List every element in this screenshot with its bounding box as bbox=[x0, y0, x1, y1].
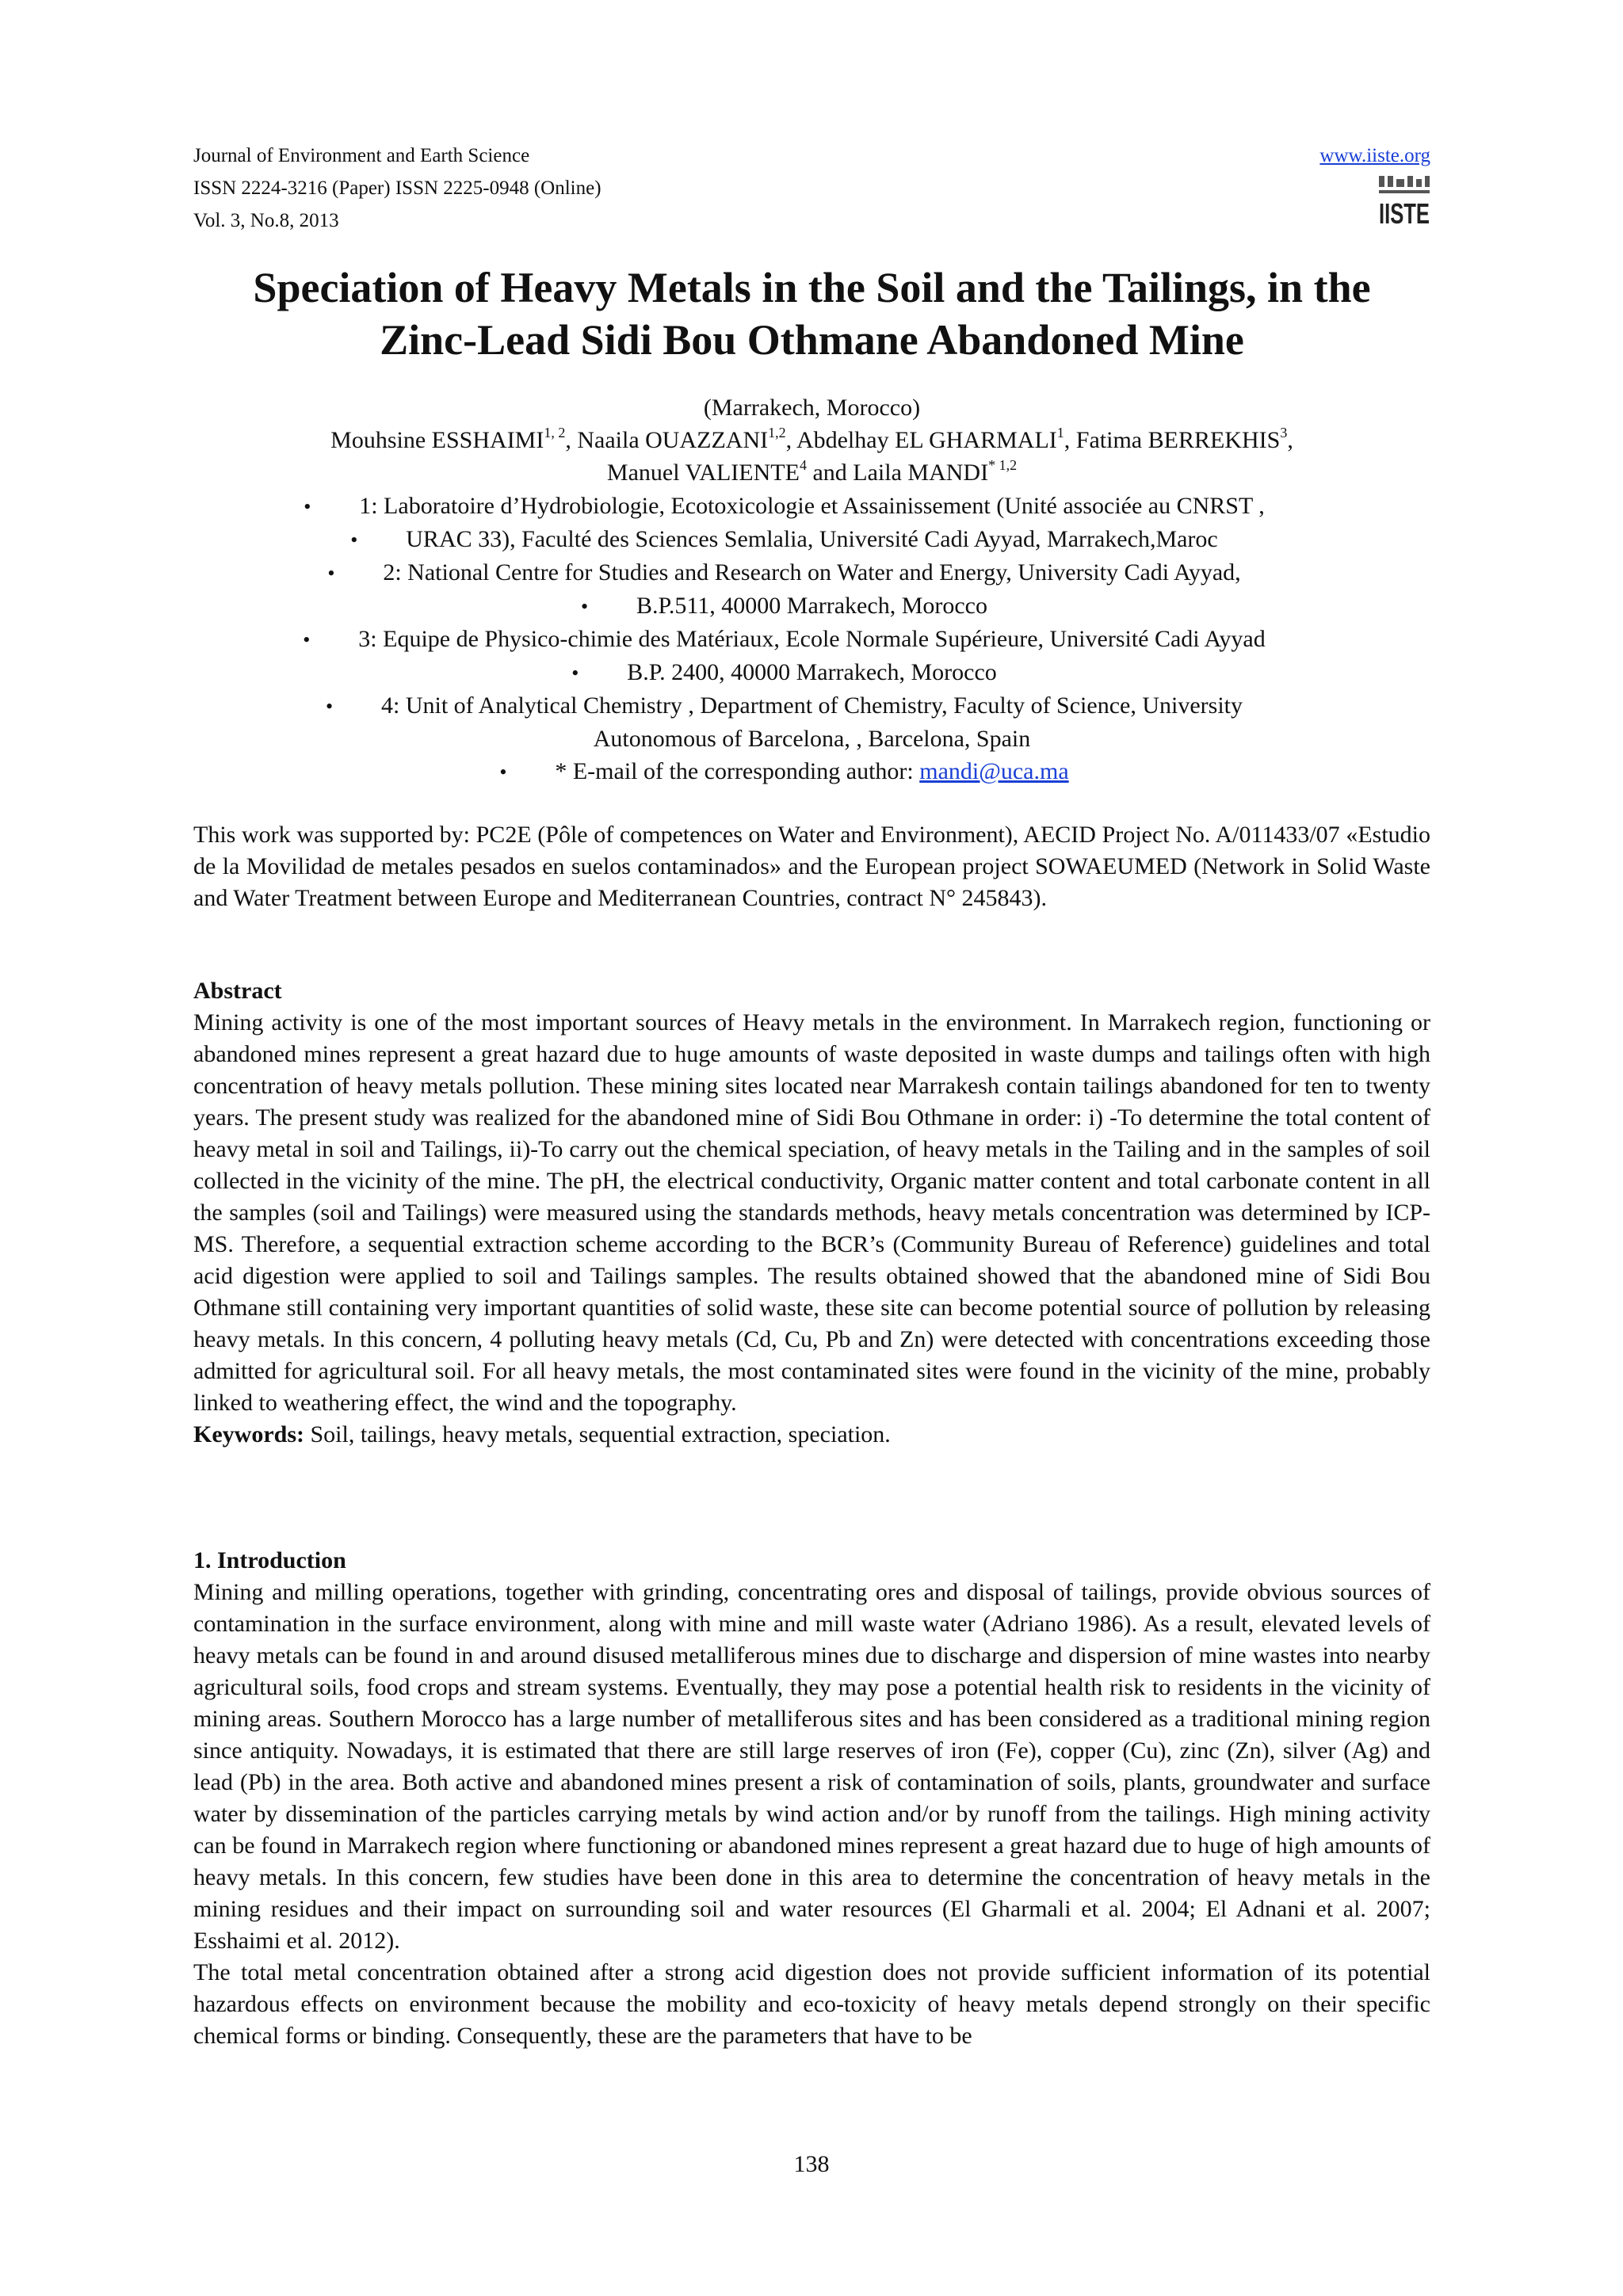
title-line-1: Speciation of Heavy Metals in the Soil and the Tailings, in the bbox=[253, 264, 1371, 311]
affiliation-email bbox=[193, 755, 1430, 788]
location: (Marrakech, Morocco) bbox=[703, 395, 921, 421]
author-affil: 3 bbox=[1280, 425, 1288, 441]
author-name: Mouhsine ESSHAIMI bbox=[330, 427, 544, 453]
author-name: Manuel VALIENTE bbox=[606, 460, 800, 486]
author-affil: 1 bbox=[1056, 425, 1064, 441]
author-affil: * 1,2 bbox=[988, 457, 1018, 473]
affiliation-item: • 1: Laboratoire d’Hydrobiologie, Ecotoxicologie et Assainissement (Unité associée au CNRST , bbox=[193, 490, 1430, 523]
affiliation-item: • URAC 33), Faculté des Sciences Semlalia, Université Cadi Ayyad, Marrakech,Maroc bbox=[193, 523, 1430, 556]
website-link[interactable]: www.iiste.org bbox=[1319, 145, 1430, 166]
title-line-2: Zinc-Lead Sidi Bou Othmane Abandoned Mine bbox=[380, 316, 1244, 364]
page-number: 138 bbox=[793, 2151, 830, 2177]
introduction-section bbox=[193, 1545, 1430, 2052]
abstract-heading: Abstract bbox=[193, 978, 282, 1004]
affiliation-item: Autonomous of Barcelona, , Barcelona, Spain bbox=[593, 726, 1031, 752]
journal-issn: ISSN 2224-3216 (Paper) ISSN 2225-0948 (Online) bbox=[193, 177, 601, 199]
author-line-1 bbox=[193, 424, 1430, 456]
author-name: and Laila MANDI bbox=[806, 460, 989, 486]
affiliation-item: • 3: Equipe de Physico-chimie des Matériaux, Ecole Normale Supérieure, Université Cadi Ayyad bbox=[193, 623, 1430, 656]
journal-volume: Vol. 3, No.8, 2013 bbox=[193, 210, 339, 231]
journal-header bbox=[193, 139, 601, 237]
funding-statement bbox=[193, 819, 1430, 914]
affiliation-list bbox=[193, 490, 1430, 788]
abstract-text: Mining activity is one of the most important sources of Heavy metals in the environment. In Marrakech region, functioning or abandoned mines represent a great hazard due to huge amounts of waste deposited in waste dumps and tailings often with high concentration of heavy metals pollution. These mining sites located near Marrakesh contain tailings abandoned for ten to twenty years. The present study was realized for the abandoned mine of Sidi Bou Othmane in order: i) -To determine the total content of heavy metal in soil and Tailings, ii)-To carry out the chemical speciation, of heavy metals in the Tailing and in the samples of soil collected in the vicinity of the mine. The pH, the electrical conductivity, Organic matter content and total carbonate content in all the samples (soil and Tailings) were measured using the standards methods, heavy metals concentration was determined by ICP-MS. Therefore, a sequential extraction scheme according to the BCR’s (Community Bureau of Reference) guidelines and total acid digestion were applied to soil and Tailings samples. The results obtained showed that the abandoned mine of Sidi Bou Othmane still containing very important quantities of solid waste, these site can become potential source of pollution by releasing heavy metals. In this concern, 4 polluting heavy metals (Cd, Cu, Pb and Zn) were detected with concentrations exceeding those admitted for agricultural soil. For all heavy metals, the most contaminated sites were found in the vicinity of the mine, probably linked to weathering effect, the wind and the topography. bbox=[193, 1009, 1430, 1416]
keywords-label: Keywords: bbox=[193, 1421, 304, 1447]
paper-title bbox=[193, 261, 1430, 366]
author-name: , Fatima BERREKHIS bbox=[1064, 427, 1281, 453]
author-sep: , bbox=[1287, 427, 1293, 453]
author-line-2 bbox=[193, 456, 1430, 489]
author-affil: 1, 2 bbox=[544, 425, 566, 441]
affiliation-item: • B.P. 2400, 40000 Marrakech, Morocco bbox=[193, 656, 1430, 689]
iiste-logo-icon bbox=[1377, 174, 1431, 230]
affiliation-item: • 4: Unit of Analytical Chemistry , Department of Chemistry, Faculty of Science, University bbox=[193, 689, 1430, 723]
abstract-section bbox=[193, 975, 1430, 1451]
journal-name: Journal of Environment and Earth Science bbox=[193, 145, 530, 166]
logo-text: IISTE bbox=[1379, 197, 1430, 230]
introduction-paragraph-2: The total metal concentration obtained after a strong acid digestion does not provide sufficient information of its potential hazardous effects on environment because the mobility and eco-toxicity of heavy metals depend strongly on their specific chemical forms or binding. Consequently, these are the parameters that have to be bbox=[193, 1959, 1430, 2049]
affiliation-item: • B.P.511, 40000 Marrakech, Morocco bbox=[193, 589, 1430, 623]
keywords-text: Soil, tailings, heavy metals, sequential extraction, speciation. bbox=[304, 1421, 891, 1447]
introduction-paragraph-1: Mining and milling operations, together with grinding, concentrating ores and disposal of tailings, provide obvious sources of contamination in the surface environment, along with mine and mill waste water (Adriano 1986). As a result, elevated levels of heavy metals can be found in and around disused metalliferous mines due to discharge and dispersion of mine wastes into nearby agricultural soils, food crops and stream systems. Eventually, they may pose a potential health risk to residents in the vicinity of mining areas. Southern Morocco has a large number of metalliferous sites and has been considered as a traditional mining region since antiquity. Nowadays, it is estimated that there are still large reserves of iron (Fe), copper (Cu), zinc (Zn), silver (Ag) and lead (Pb) in the area. Both active and abandoned mines present a risk of contamination of soils, plants, groundwater and surface water by dissemination of the particles carrying metals by wind action and/or by runoff from the tailings. High mining activity can be found in Marrakech region where functioning or abandoned mines represent a great hazard due to huge of high amounts of heavy metals. In this concern, few studies have been done in this area to determine the concentration of heavy metals in the mining residues and their impact on surrounding soil and water resources (El Gharmali et al. 2004; El Adnani et al. 2007; Esshaimi et al. 2012). bbox=[193, 1579, 1430, 1954]
author-name: , Naaila OUAZZANI bbox=[565, 427, 769, 453]
email-link[interactable]: mandi@uca.ma bbox=[919, 758, 1069, 784]
affiliation-item: • 2: National Centre for Studies and Research on Water and Energy, University Cadi Ayyad, bbox=[193, 556, 1430, 589]
author-block bbox=[193, 391, 1430, 489]
introduction-heading: 1. Introduction bbox=[193, 1547, 346, 1573]
author-affil: 4 bbox=[799, 457, 807, 473]
author-name: , Abdelhay EL GHARMALI bbox=[785, 427, 1057, 453]
author-affil: 1,2 bbox=[768, 425, 786, 441]
funding-text: This work was supported by: PC2E (Pôle of competences on Water and Environment), AECID Project No. A/011433/07 «Estudio de la Movilidad de metales pesados en suelos contaminados» and the European project SOWAEUMED (Network in Solid Waste and Water Treatment between Europe and Mediterranean Countries, contract N° 245843). bbox=[193, 822, 1430, 911]
keywords-line bbox=[193, 1419, 1430, 1451]
email-label: * E-mail of the corresponding author: bbox=[555, 758, 920, 784]
